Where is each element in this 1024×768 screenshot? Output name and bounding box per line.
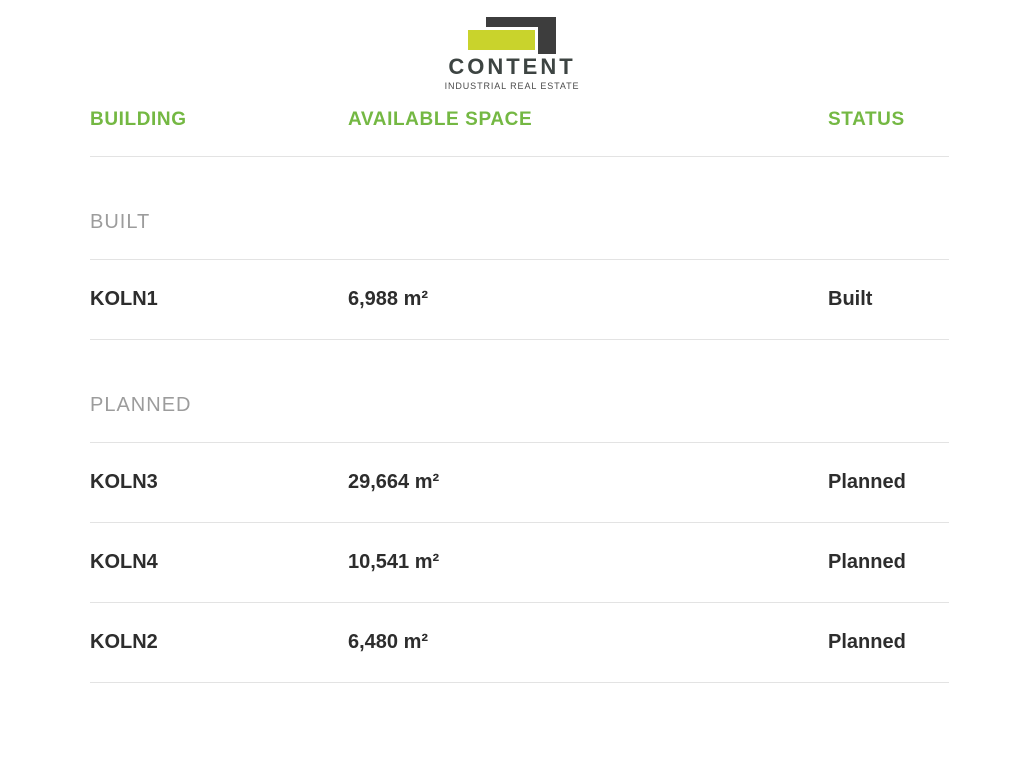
group-label-built: BUILT: [90, 211, 949, 260]
table-header-row: [90, 81, 949, 157]
cell-available-space: 29,664 m²: [348, 471, 440, 493]
column-header-building: BUILDING: [90, 109, 187, 130]
logo-yellow-bar-icon: [468, 30, 535, 50]
cell-available-space: 6,480 m²: [348, 631, 429, 653]
cell-status: Planned: [828, 471, 906, 493]
buildings-table: [90, 81, 949, 683]
table-row-koln4[interactable]: [90, 523, 949, 603]
column-header-available-space: AVAILABLE SPACE: [348, 109, 533, 130]
cell-available-space: 6,988 m²: [348, 288, 429, 310]
logo-tagline: INDUSTRIAL REAL ESTATE: [444, 81, 580, 91]
cell-building: KOLN2: [90, 631, 158, 653]
cell-building: KOLN1: [90, 288, 158, 310]
cell-available-space: 10,541 m²: [348, 551, 440, 573]
group-label-planned: PLANNED: [90, 394, 949, 443]
logo-dark-corner-icon: [538, 17, 556, 54]
logo[interactable]: [0, 17, 1024, 91]
cell-status: Planned: [828, 631, 906, 653]
table-row-koln3[interactable]: [90, 443, 949, 523]
cell-building: KOLN3: [90, 471, 158, 493]
cell-building: KOLN4: [90, 551, 158, 573]
logo-wordmark: CONTENT: [448, 54, 576, 79]
cell-status: Planned: [828, 551, 906, 573]
column-header-status: STATUS: [828, 109, 905, 130]
table-row-koln2[interactable]: [90, 603, 949, 683]
cell-status: Built: [828, 288, 873, 310]
table-row-koln1[interactable]: [90, 260, 949, 340]
logo-mark-icon: [468, 17, 556, 54]
